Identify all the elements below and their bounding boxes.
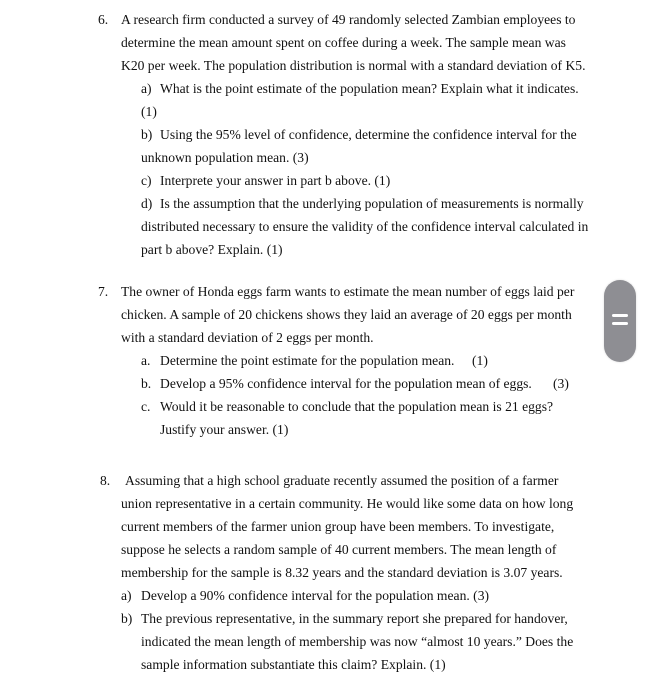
question-number: 6.	[98, 12, 109, 27]
question-stem-line: Assuming that a high school graduate recently assumed the position of a farmer	[125, 473, 559, 488]
question-stem-line: determine the mean amount spent on coffee during a week. The sample mean was	[121, 35, 566, 50]
question-stem-line: The owner of Honda eggs farm wants to estimate the mean number of eggs laid per	[121, 284, 575, 299]
question-stem-line: A research firm conducted a survey of 49 randomly selected Zambian employees to	[121, 12, 576, 27]
part-marker: c.	[141, 399, 151, 414]
part-text: Would it be reasonable to conclude that the population mean is 21 eggs?	[160, 399, 554, 414]
part-text: indicated the mean length of membership was now “almost 10 years.” Does the	[141, 634, 574, 649]
part-text: What is the point estimate of the population mean? Explain what it indicates.	[160, 81, 579, 96]
part-text: Interprete your answer in part b above. (1)	[160, 173, 391, 188]
part-marker: b)	[121, 611, 133, 626]
part-text: unknown population mean. (3)	[141, 150, 309, 165]
part-mark: (1)	[472, 353, 488, 368]
question-stem-line: chicken. A sample of 20 chickens shows they laid an average of 20 eggs per month	[121, 307, 572, 322]
part-marker: d)	[141, 196, 153, 211]
part-text: sample information substantiate this claim? Explain. (1)	[141, 657, 446, 672]
scroll-handle[interactable]	[604, 280, 636, 362]
part-mark: (3)	[553, 376, 569, 391]
part-text: Develop a 95% confidence interval for the population mean of eggs.	[160, 376, 532, 391]
part-text: Using the 95% level of confidence, determine the confidence interval for the	[160, 127, 577, 142]
question-stem-line: membership for the sample is 8.32 years and the standard deviation is 3.07 years.	[121, 565, 563, 580]
part-mark: (1)	[141, 104, 157, 119]
question-stem-line: suppose he selects a random sample of 40 current members. The mean length of	[121, 542, 557, 557]
part-text: The previous representative, in the summary report she prepared for handover,	[141, 611, 568, 626]
part-text: Develop a 90% confidence interval for the population mean. (3)	[141, 588, 490, 603]
part-text: Determine the point estimate for the population mean.	[160, 353, 455, 368]
question-stem-line: K20 per week. The population distribution is normal with a standard deviation of K5.	[121, 58, 586, 73]
question-number: 7.	[98, 284, 109, 299]
part-text: Justify your answer. (1)	[160, 422, 289, 437]
question-stem-line: with a standard deviation of 2 eggs per month.	[121, 330, 374, 345]
part-text: part b above? Explain. (1)	[141, 242, 283, 257]
question-stem-line: current members of the farmer union group have been members. To investigate,	[121, 519, 555, 534]
question-stem-line: union representative in a certain community. He would like some data on how long	[121, 496, 574, 511]
part-marker: a)	[141, 81, 152, 96]
part-marker: a.	[141, 353, 151, 368]
part-marker: b.	[141, 376, 152, 391]
question-number: 8.	[100, 473, 111, 488]
part-text: distributed necessary to ensure the validity of the confidence interval calculated in	[141, 219, 589, 234]
part-marker: a)	[121, 588, 132, 603]
part-marker: b)	[141, 127, 153, 142]
part-text: Is the assumption that the underlying population of measurements is normally	[160, 196, 584, 211]
part-marker: c)	[141, 173, 152, 188]
